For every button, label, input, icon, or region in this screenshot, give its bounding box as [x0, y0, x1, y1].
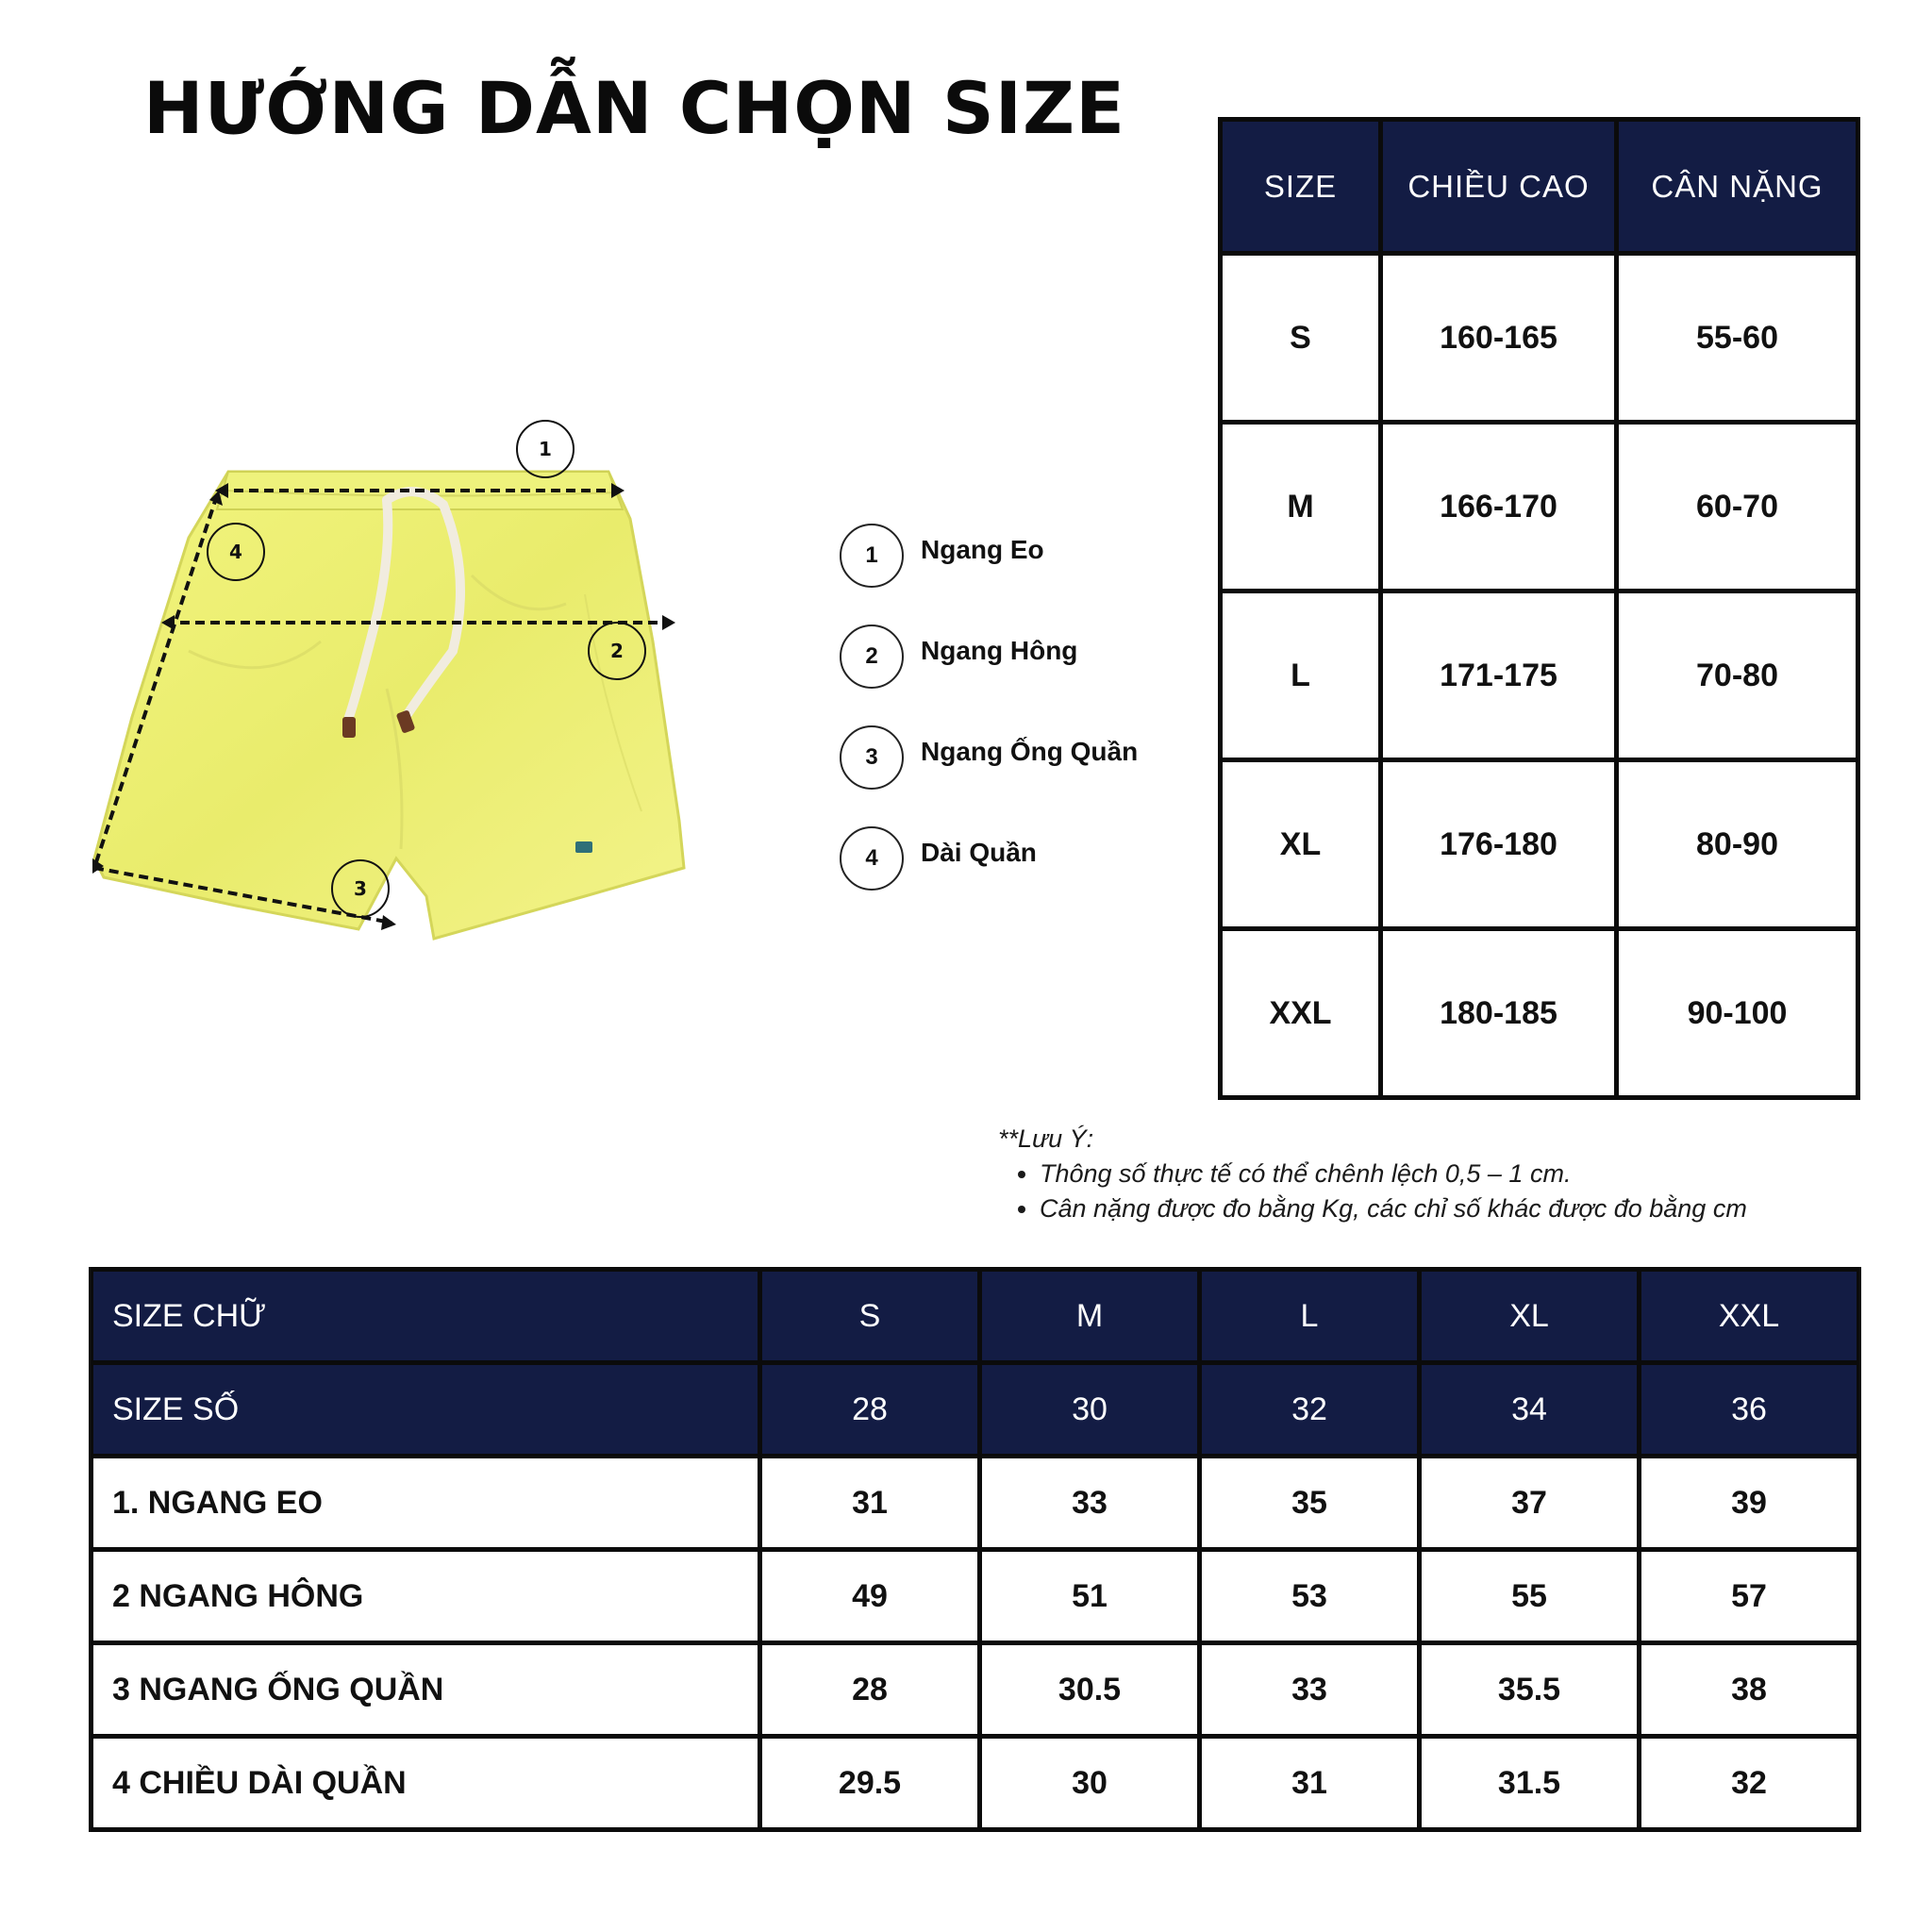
cell-size: XL	[1221, 760, 1381, 929]
table-header-row	[1221, 120, 1858, 254]
row-label: 1. NGANG EO	[92, 1457, 760, 1550]
cell: 33	[1200, 1643, 1420, 1737]
table-row	[92, 1643, 1859, 1737]
table-row	[1221, 423, 1858, 591]
cell-weight: 60-70	[1617, 423, 1858, 591]
cell-height: 171-175	[1381, 591, 1617, 760]
cell: 33	[980, 1457, 1200, 1550]
cell: 31.5	[1420, 1737, 1640, 1830]
legend-number: 4	[840, 826, 904, 891]
row-label: 2 NGANG HÔNG	[92, 1550, 760, 1643]
cell-size: L	[1221, 591, 1381, 760]
table-row	[92, 1457, 1859, 1550]
cell-height: 160-165	[1381, 254, 1617, 423]
legend-item-1	[840, 524, 1179, 590]
cell: 55	[1420, 1550, 1640, 1643]
notes	[998, 1124, 1747, 1229]
cell: 53	[1200, 1550, 1420, 1643]
cell: 31	[1200, 1737, 1420, 1830]
row-label: 3 NGANG ỐNG QUẦN	[92, 1643, 760, 1737]
header-height: CHIỀU CAO	[1381, 120, 1617, 254]
table-row	[1221, 929, 1858, 1098]
table-row-size-letter	[92, 1270, 1859, 1363]
cell: XL	[1420, 1270, 1640, 1363]
measurement-table	[89, 1267, 1861, 1832]
legend-item-4	[840, 826, 1179, 892]
cell: 32	[1640, 1737, 1859, 1830]
cell: 28	[760, 1363, 980, 1457]
cell: XXL	[1640, 1270, 1859, 1363]
cell: 35	[1200, 1457, 1420, 1550]
table-row	[92, 1737, 1859, 1830]
cell-height: 166-170	[1381, 423, 1617, 591]
notes-heading: **Lưu Ý:	[998, 1124, 1094, 1153]
marker-2: 2	[610, 640, 624, 662]
header-size: SIZE	[1221, 120, 1381, 254]
cell: 39	[1640, 1457, 1859, 1550]
cell: 30.5	[980, 1643, 1200, 1737]
cell: 36	[1640, 1363, 1859, 1457]
note-item: • Thông số thực tế có thể chênh lệch 0,5 – 1 cm.	[1040, 1159, 1747, 1189]
cell-size: S	[1221, 254, 1381, 423]
cell: 57	[1640, 1550, 1859, 1643]
marker-3: 3	[354, 877, 367, 900]
cell-weight: 90-100	[1617, 929, 1858, 1098]
cell-height: 176-180	[1381, 760, 1617, 929]
legend-label: Dài Quần	[921, 838, 1037, 867]
table-row-size-number	[92, 1363, 1859, 1457]
row-label: SIZE CHỮ	[92, 1270, 760, 1363]
height-weight-table	[1218, 117, 1860, 1100]
header-weight: CÂN NẶNG	[1617, 120, 1858, 254]
cell: 38	[1640, 1643, 1859, 1737]
legend-item-3	[840, 725, 1179, 791]
table-row	[1221, 591, 1858, 760]
legend-label: Ngang Hông	[921, 636, 1078, 665]
legend-item-2	[840, 625, 1179, 691]
cell-weight: 80-90	[1617, 760, 1858, 929]
cell: 51	[980, 1550, 1200, 1643]
legend-number: 1	[840, 524, 904, 588]
page-title: HƯỚNG DẪN CHỌN SIZE	[143, 66, 1125, 150]
cell: 34	[1420, 1363, 1640, 1457]
legend-label: Ngang Eo	[921, 535, 1044, 564]
cell: 30	[980, 1363, 1200, 1457]
cell-size: XXL	[1221, 929, 1381, 1098]
table-row	[92, 1550, 1859, 1643]
cell: 30	[980, 1737, 1200, 1830]
legend-number: 3	[840, 725, 904, 790]
cell: 49	[760, 1550, 980, 1643]
row-label: SIZE SỐ	[92, 1363, 760, 1457]
row-label: 4 CHIỀU DÀI QUẦN	[92, 1737, 760, 1830]
cell: S	[760, 1270, 980, 1363]
cell: 35.5	[1420, 1643, 1640, 1737]
cell: 31	[760, 1457, 980, 1550]
cell: L	[1200, 1270, 1420, 1363]
legend-label: Ngang Ống Quần	[921, 737, 1139, 766]
table-row	[1221, 760, 1858, 929]
cell-weight: 70-80	[1617, 591, 1858, 760]
cell: 32	[1200, 1363, 1420, 1457]
cell: M	[980, 1270, 1200, 1363]
note-item: • Cân nặng được đo bằng Kg, các chỉ số khác được đo bằng cm	[1040, 1194, 1747, 1224]
marker-4: 4	[229, 541, 242, 563]
marker-1: 1	[539, 438, 552, 460]
cell: 37	[1420, 1457, 1640, 1550]
cell: 29.5	[760, 1737, 980, 1830]
cell-height: 180-185	[1381, 929, 1617, 1098]
shorts-illustration	[75, 406, 755, 962]
legend-number: 2	[840, 625, 904, 689]
cell-weight: 55-60	[1617, 254, 1858, 423]
cell-size: M	[1221, 423, 1381, 591]
table-row	[1221, 254, 1858, 423]
cell: 28	[760, 1643, 980, 1737]
